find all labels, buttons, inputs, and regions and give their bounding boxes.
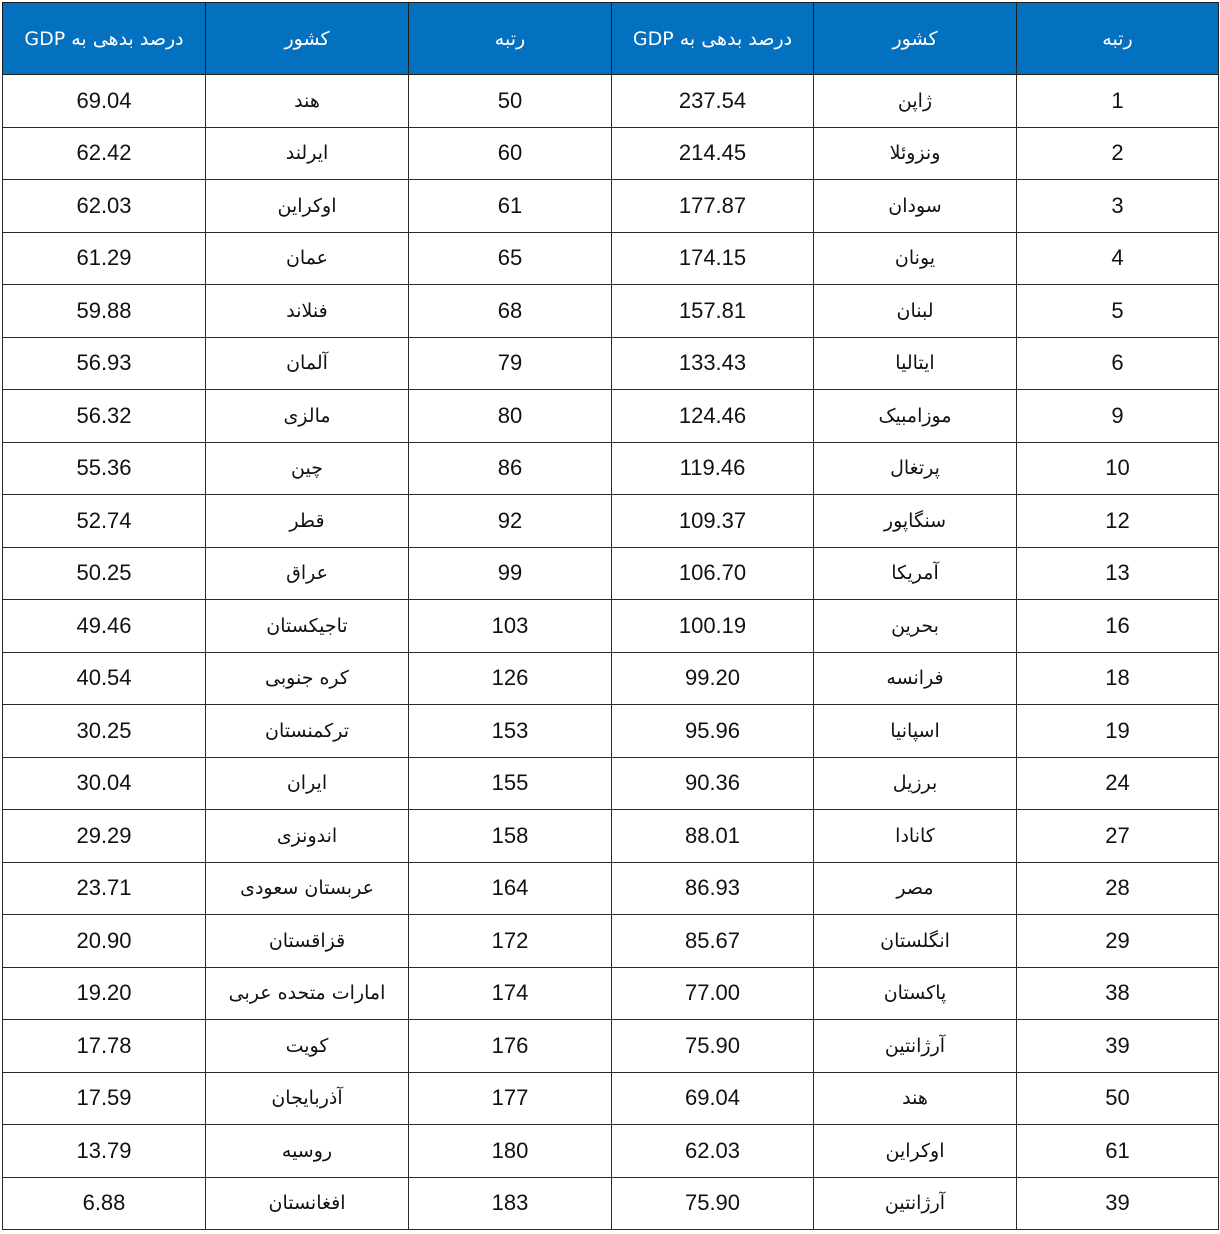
country-cell: سودان bbox=[814, 180, 1017, 233]
rank-cell: 60 bbox=[409, 127, 612, 180]
table-row bbox=[3, 757, 1219, 810]
country-cell: امارات متحده عربی bbox=[206, 967, 409, 1020]
table-row bbox=[3, 285, 1219, 338]
debt-percent-cell: 56.32 bbox=[3, 390, 206, 443]
table-row bbox=[3, 1177, 1219, 1230]
country-cell: اسپانیا bbox=[814, 705, 1017, 758]
rank-cell: 9 bbox=[1017, 390, 1219, 443]
rank-cell: 27 bbox=[1017, 810, 1219, 863]
debt-percent-cell: 133.43 bbox=[612, 337, 814, 390]
table-row bbox=[3, 232, 1219, 285]
debt-percent-cell: 214.45 bbox=[612, 127, 814, 180]
debt-percent-cell: 55.36 bbox=[3, 442, 206, 495]
country-cell: آلمان bbox=[206, 337, 409, 390]
country-cell: قزاقستان bbox=[206, 915, 409, 968]
rank-cell: 126 bbox=[409, 652, 612, 705]
rank-cell: 158 bbox=[409, 810, 612, 863]
country-cell: تاجیکستان bbox=[206, 600, 409, 653]
country-cell: عمان bbox=[206, 232, 409, 285]
table-row bbox=[3, 1020, 1219, 1073]
debt-percent-cell: 88.01 bbox=[612, 810, 814, 863]
debt-percent-cell: 85.67 bbox=[612, 915, 814, 968]
rank-cell: 92 bbox=[409, 495, 612, 548]
debt-percent-cell: 6.88 bbox=[3, 1177, 206, 1230]
rank-cell: 29 bbox=[1017, 915, 1219, 968]
rank-cell: 155 bbox=[409, 757, 612, 810]
rank-cell: 18 bbox=[1017, 652, 1219, 705]
debt-percent-cell: 19.20 bbox=[3, 967, 206, 1020]
table-row bbox=[3, 547, 1219, 600]
country-cell: سنگاپور bbox=[814, 495, 1017, 548]
header-debt-percent: درصد بدهی به GDP bbox=[612, 3, 814, 75]
debt-percent-cell: 52.74 bbox=[3, 495, 206, 548]
rank-cell: 12 bbox=[1017, 495, 1219, 548]
rank-cell: 153 bbox=[409, 705, 612, 758]
country-cell: فرانسه bbox=[814, 652, 1017, 705]
table-row bbox=[3, 652, 1219, 705]
rank-cell: 5 bbox=[1017, 285, 1219, 338]
country-cell: مصر bbox=[814, 862, 1017, 915]
country-cell: یونان bbox=[814, 232, 1017, 285]
country-cell: برزیل bbox=[814, 757, 1017, 810]
debt-percent-cell: 62.42 bbox=[3, 127, 206, 180]
table-row bbox=[3, 862, 1219, 915]
table-row bbox=[3, 180, 1219, 233]
debt-percent-cell: 157.81 bbox=[612, 285, 814, 338]
rank-cell: 50 bbox=[409, 75, 612, 128]
rank-cell: 38 bbox=[1017, 967, 1219, 1020]
rank-cell: 68 bbox=[409, 285, 612, 338]
debt-percent-cell: 90.36 bbox=[612, 757, 814, 810]
debt-percent-cell: 62.03 bbox=[612, 1125, 814, 1178]
country-cell: ژاپن bbox=[814, 75, 1017, 128]
country-cell: هند bbox=[206, 75, 409, 128]
country-cell: آرژانتین bbox=[814, 1177, 1017, 1230]
rank-cell: 172 bbox=[409, 915, 612, 968]
country-cell: ایتالیا bbox=[814, 337, 1017, 390]
rank-cell: 2 bbox=[1017, 127, 1219, 180]
rank-cell: 183 bbox=[409, 1177, 612, 1230]
country-cell: کویت bbox=[206, 1020, 409, 1073]
country-cell: بحرین bbox=[814, 600, 1017, 653]
rank-cell: 16 bbox=[1017, 600, 1219, 653]
table-row bbox=[3, 75, 1219, 128]
country-cell: اوکراین bbox=[814, 1125, 1017, 1178]
debt-percent-cell: 17.59 bbox=[3, 1072, 206, 1125]
debt-percent-cell: 59.88 bbox=[3, 285, 206, 338]
country-cell: آمریکا bbox=[814, 547, 1017, 600]
country-cell: پرتغال bbox=[814, 442, 1017, 495]
country-cell: پاکستان bbox=[814, 967, 1017, 1020]
table-row bbox=[3, 495, 1219, 548]
country-cell: ونزوئلا bbox=[814, 127, 1017, 180]
rank-cell: 103 bbox=[409, 600, 612, 653]
table-row bbox=[3, 915, 1219, 968]
rank-cell: 28 bbox=[1017, 862, 1219, 915]
debt-percent-cell: 119.46 bbox=[612, 442, 814, 495]
rank-cell: 39 bbox=[1017, 1020, 1219, 1073]
country-cell: اوکراین bbox=[206, 180, 409, 233]
rank-cell: 176 bbox=[409, 1020, 612, 1073]
debt-percent-cell: 69.04 bbox=[3, 75, 206, 128]
country-cell: روسیه bbox=[206, 1125, 409, 1178]
country-cell: چین bbox=[206, 442, 409, 495]
header-country: کشور bbox=[206, 3, 409, 75]
rank-cell: 4 bbox=[1017, 232, 1219, 285]
rank-cell: 177 bbox=[409, 1072, 612, 1125]
country-cell: عربستان سعودی bbox=[206, 862, 409, 915]
table-row bbox=[3, 810, 1219, 863]
rank-cell: 10 bbox=[1017, 442, 1219, 495]
rank-cell: 86 bbox=[409, 442, 612, 495]
country-cell: افغانستان bbox=[206, 1177, 409, 1230]
debt-percent-cell: 49.46 bbox=[3, 600, 206, 653]
debt-percent-cell: 237.54 bbox=[612, 75, 814, 128]
country-cell: هند bbox=[814, 1072, 1017, 1125]
country-cell: ترکمنستان bbox=[206, 705, 409, 758]
table-row bbox=[3, 600, 1219, 653]
rank-cell: 50 bbox=[1017, 1072, 1219, 1125]
debt-percent-cell: 56.93 bbox=[3, 337, 206, 390]
debt-percent-cell: 50.25 bbox=[3, 547, 206, 600]
country-cell: کانادا bbox=[814, 810, 1017, 863]
debt-percent-cell: 75.90 bbox=[612, 1020, 814, 1073]
debt-percent-cell: 29.29 bbox=[3, 810, 206, 863]
country-cell: آرژانتین bbox=[814, 1020, 1017, 1073]
debt-percent-cell: 40.54 bbox=[3, 652, 206, 705]
country-cell: مالزی bbox=[206, 390, 409, 443]
header-rank: رتبه bbox=[1017, 3, 1219, 75]
table-row bbox=[3, 967, 1219, 1020]
rank-cell: 1 bbox=[1017, 75, 1219, 128]
country-cell: آذربایجان bbox=[206, 1072, 409, 1125]
debt-percent-cell: 23.71 bbox=[3, 862, 206, 915]
table-body bbox=[3, 75, 1219, 1230]
header-debt-percent: درصد بدهی به GDP bbox=[3, 3, 206, 75]
country-cell: ایران bbox=[206, 757, 409, 810]
rank-cell: 99 bbox=[409, 547, 612, 600]
rank-cell: 19 bbox=[1017, 705, 1219, 758]
table-row bbox=[3, 337, 1219, 390]
debt-percent-cell: 20.90 bbox=[3, 915, 206, 968]
country-cell: انگلستان bbox=[814, 915, 1017, 968]
rank-cell: 180 bbox=[409, 1125, 612, 1178]
rank-cell: 39 bbox=[1017, 1177, 1219, 1230]
debt-percent-cell: 124.46 bbox=[612, 390, 814, 443]
table-row bbox=[3, 442, 1219, 495]
debt-percent-cell: 100.19 bbox=[612, 600, 814, 653]
rank-cell: 24 bbox=[1017, 757, 1219, 810]
header-country: کشور bbox=[814, 3, 1017, 75]
debt-percent-cell: 13.79 bbox=[3, 1125, 206, 1178]
debt-percent-cell: 61.29 bbox=[3, 232, 206, 285]
rank-cell: 61 bbox=[1017, 1125, 1219, 1178]
table-row bbox=[3, 1072, 1219, 1125]
debt-percent-cell: 106.70 bbox=[612, 547, 814, 600]
country-cell: لبنان bbox=[814, 285, 1017, 338]
debt-percent-cell: 62.03 bbox=[3, 180, 206, 233]
country-cell: کره جنوبی bbox=[206, 652, 409, 705]
rank-cell: 79 bbox=[409, 337, 612, 390]
rank-cell: 6 bbox=[1017, 337, 1219, 390]
debt-percent-cell: 17.78 bbox=[3, 1020, 206, 1073]
rank-cell: 80 bbox=[409, 390, 612, 443]
rank-cell: 3 bbox=[1017, 180, 1219, 233]
table-row bbox=[3, 127, 1219, 180]
country-cell: قطر bbox=[206, 495, 409, 548]
country-cell: ایرلند bbox=[206, 127, 409, 180]
debt-percent-cell: 86.93 bbox=[612, 862, 814, 915]
debt-to-gdp-table bbox=[2, 2, 1219, 1230]
table-row bbox=[3, 1125, 1219, 1178]
debt-percent-cell: 177.87 bbox=[612, 180, 814, 233]
debt-percent-cell: 75.90 bbox=[612, 1177, 814, 1230]
country-cell: فنلاند bbox=[206, 285, 409, 338]
debt-percent-cell: 174.15 bbox=[612, 232, 814, 285]
header-rank: رتبه bbox=[409, 3, 612, 75]
debt-percent-cell: 30.04 bbox=[3, 757, 206, 810]
rank-cell: 13 bbox=[1017, 547, 1219, 600]
debt-percent-cell: 77.00 bbox=[612, 967, 814, 1020]
country-cell: عراق bbox=[206, 547, 409, 600]
debt-percent-cell: 109.37 bbox=[612, 495, 814, 548]
debt-percent-cell: 99.20 bbox=[612, 652, 814, 705]
table-header-row bbox=[3, 3, 1219, 75]
debt-percent-cell: 30.25 bbox=[3, 705, 206, 758]
rank-cell: 61 bbox=[409, 180, 612, 233]
debt-percent-cell: 69.04 bbox=[612, 1072, 814, 1125]
rank-cell: 164 bbox=[409, 862, 612, 915]
table-row bbox=[3, 390, 1219, 443]
rank-cell: 65 bbox=[409, 232, 612, 285]
table-row bbox=[3, 705, 1219, 758]
debt-percent-cell: 95.96 bbox=[612, 705, 814, 758]
country-cell: اندونزی bbox=[206, 810, 409, 863]
country-cell: موزامبیک bbox=[814, 390, 1017, 443]
rank-cell: 174 bbox=[409, 967, 612, 1020]
